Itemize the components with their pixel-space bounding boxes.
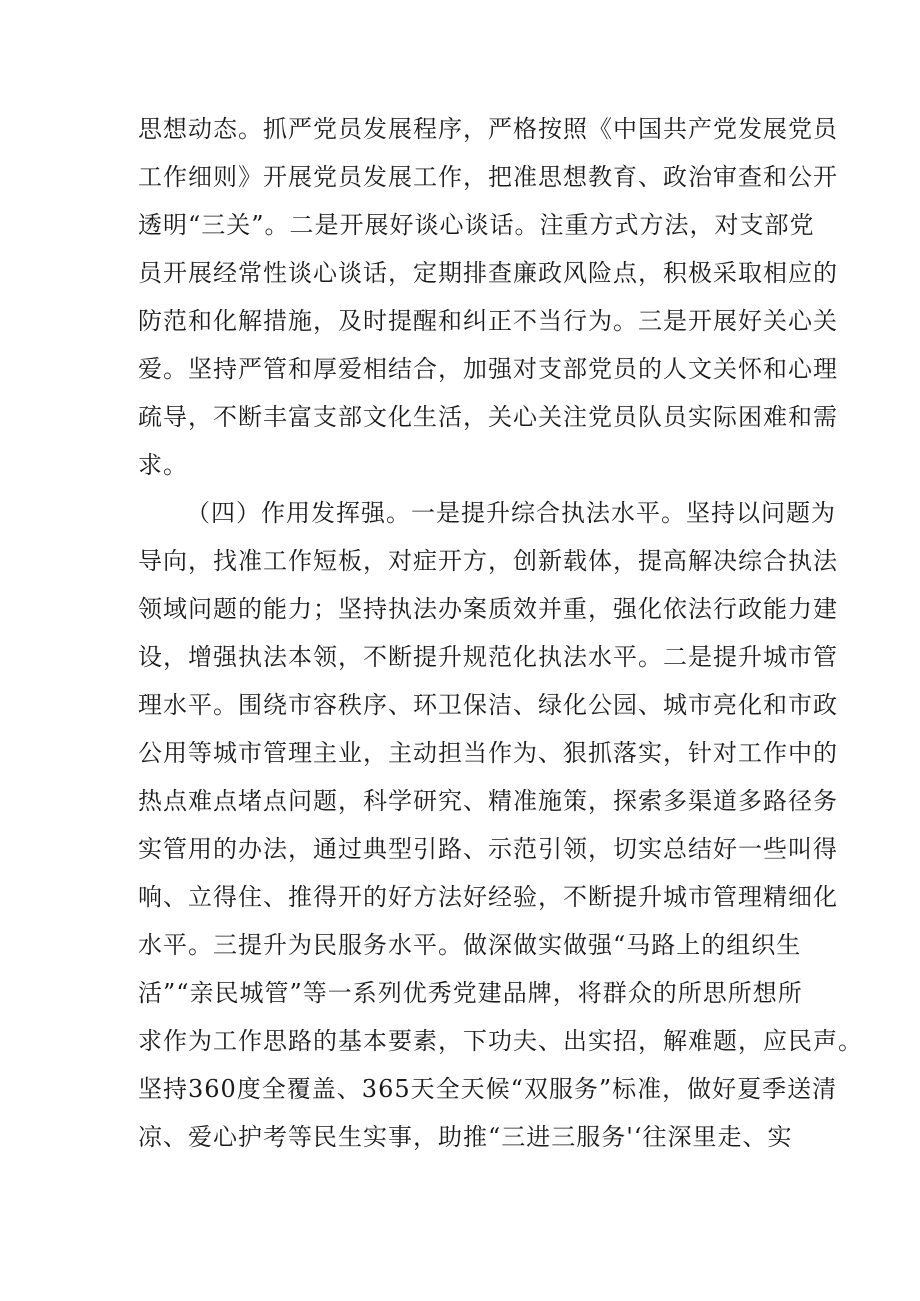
paragraph-2-line-2: 导向，找准工作短板，对症开方，创新载体，提高解决综合执法 xyxy=(138,547,838,575)
paragraph-2-line-4: 设，增强执法本领，不断提升规范化执法水平。二是提升城市管 xyxy=(138,643,838,671)
paragraph-1-line-4: 员开展经常性谈心谈话，定期排查廉政风险点，积极采取相应的 xyxy=(138,259,838,287)
paragraph-1-line-8: 求。 xyxy=(138,451,188,479)
paragraph-2-line-7: 热点难点堵点问题，科学研究、精准施策，探索多渠道多路径务 xyxy=(138,787,838,815)
paragraph-2-line-3: 领域问题的能力；坚持执法办案质效并重，强化依法行政能力建 xyxy=(138,595,838,623)
paragraph-2-line-10: 水平。三提升为民服务水平。做深做实做强“马路上的组织生 xyxy=(138,931,802,959)
paragraph-2-line-14: 凉、爱心护考等民生实事，助推“三进三服务'‘往深里走、实 xyxy=(138,1123,793,1151)
paragraph-2-line-9: 响、立得住、推得开的好方法好经验，不断提升城市管理精细化 xyxy=(138,883,838,911)
paragraph-2-line-1: （四）作用发挥强。一是提升综合执法水平。坚持以问题为 xyxy=(186,499,836,527)
paragraph-1-line-7: 疏导，不断丰富支部文化生活，关心关注党员队员实际困难和需 xyxy=(138,403,838,431)
paragraph-2-line-12: 求作为工作思路的基本要素，下功夫、出实招，解难题，应民声。 xyxy=(138,1027,863,1055)
paragraph-2-line-11: 活”“亲民城管”等一系列优秀党建品牌，将群众的所思所想所 xyxy=(138,979,803,1007)
paragraph-1-line-1: 思想动态。抓严党员发展程序，严格按照《中国共产党发展党员 xyxy=(138,115,838,143)
paragraph-1-line-2: 工作细则》开展党员发展工作，把准思想教育、政治审查和公开 xyxy=(138,163,838,191)
paragraph-1-line-5: 防范和化解措施，及时提醒和纠正不当行为。三是开展好关心关 xyxy=(138,307,838,335)
paragraph-1-line-6: 爱。坚持严管和厚爱相结合，加强对支部党员的人文关怀和心理 xyxy=(138,355,838,383)
paragraph-2-line-6: 公用等城市管理主业，主动担当作为、狠抓落实，针对工作中的 xyxy=(138,739,838,767)
paragraph-1-line-3: 透明“三关”。二是开展好谈心谈话。注重方式方法，对支部党 xyxy=(138,211,815,239)
paragraph-2-line-13: 坚持360度全覆盖、365天全天候“双服务”标准，做好夏季送清 xyxy=(138,1075,838,1103)
paragraph-2-line-8: 实管用的办法，通过典型引路、示范引领，切实总结好一些叫得 xyxy=(138,835,838,863)
paragraph-2-line-5: 理水平。围绕市容秩序、环卫保洁、绿化公园、城市亮化和市政 xyxy=(138,691,838,719)
